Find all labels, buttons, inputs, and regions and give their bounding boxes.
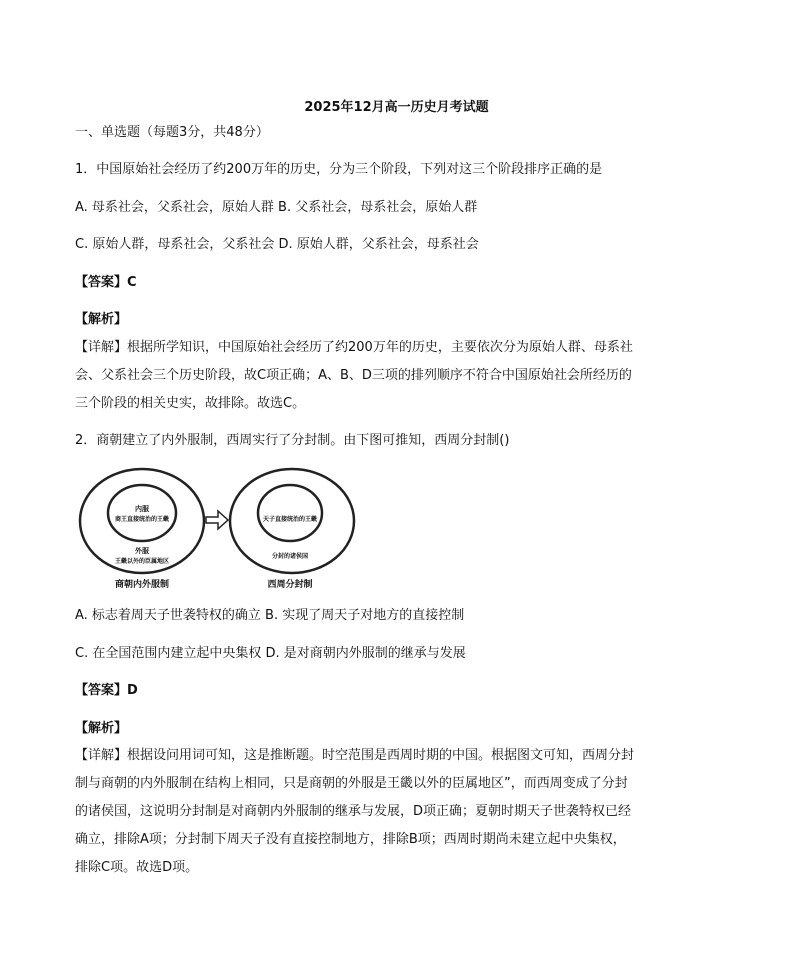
q2-analysis-head: 【解析】 <box>75 721 128 736</box>
q1-analysis-head: 【解析】 <box>75 312 128 327</box>
right-outer-desc: 分封的诸侯国 <box>271 553 309 560</box>
q1-detail-line: 三个阶段的相关史实，故排除。故选C。 <box>75 396 306 411</box>
q1-options-cd: C. 原始人群，母系社会，父系社会 D. 原始人群，父系社会，母系社会 <box>75 237 479 252</box>
exam-title: 2025年12月高一历史月考试题 <box>304 100 489 115</box>
q1-detail <box>75 334 715 418</box>
right-inner-circle <box>258 485 322 541</box>
left-caption: 商朝内外服制 <box>114 580 170 590</box>
q1-detail-line: 会、父系社会三个历史阶段，故C项正确；A、B、D三项的排列顺序不符合中国原始社会所经历的 <box>75 368 632 383</box>
left-inner-desc: 商王直接统治的王畿 <box>114 516 170 523</box>
left-inner-circle <box>108 485 176 541</box>
q2-detail-line: 【详解】根据设问用词可知，这是推断题。时空范围是西周时期的中国。根据图文可知，西周分封 <box>75 748 635 763</box>
left-outer-desc: 王畿以外的臣属地区 <box>114 558 170 565</box>
q1-stem: 1．中国原始社会经历了约200万年的历史，分为三个阶段，下列对这三个阶段排序正确的是 <box>75 162 603 177</box>
section-heading: 一、单选题（每题3分，共48分） <box>75 125 269 140</box>
q2-options-ab: A. 标志着周天子世袭特权的确立 B. 实现了周天子对地方的直接控制 <box>75 608 465 623</box>
q2-options-cd: C. 在全国范围内建立起中央集权 D. 是对商朝内外服制的继承与发展 <box>75 646 466 661</box>
right-inner-desc: 天子直接统治的王畿 <box>262 516 318 523</box>
left-inner-title: 内服 <box>135 505 149 513</box>
q2-diagram <box>78 465 358 593</box>
left-outer-title: 外服 <box>135 547 149 555</box>
q2-detail-line: 排除C项。故选D项。 <box>75 860 199 875</box>
q2-detail-line: 制与商朝的内外服制在结构上相同，只是商朝的外服是王畿以外的臣属地区”，而西周变成了分封 <box>75 776 628 791</box>
right-caption: 西周分封制 <box>267 580 313 590</box>
q1-answer: 【答案】C <box>75 275 137 290</box>
q2-detail-line: 的诸侯国，这说明分封制是对商朝内外服制的继承与发展，D项正确；夏朝时期天子世袭特权已经 <box>75 804 632 819</box>
q1-options-ab: A. 母系社会，父系社会，原始人群 B. 父系社会，母系社会，原始人群 <box>75 200 478 215</box>
right-arrow-icon <box>206 511 228 529</box>
q2-answer: 【答案】D <box>75 683 138 698</box>
q2-detail-line: 确立，排除A项；分封制下周天子没有直接控制地方，排除B项；西周时期尚未建立起中央集权， <box>75 832 626 847</box>
q2-detail <box>75 742 715 882</box>
q1-detail-line: 【详解】根据所学知识，中国原始社会经历了约200万年的历史，主要依次分为原始人群、母系社 <box>75 340 633 355</box>
q2-stem: 2．商朝建立了内外服制，西周实行了分封制。由下图可推知，西周分封制() <box>75 433 510 448</box>
